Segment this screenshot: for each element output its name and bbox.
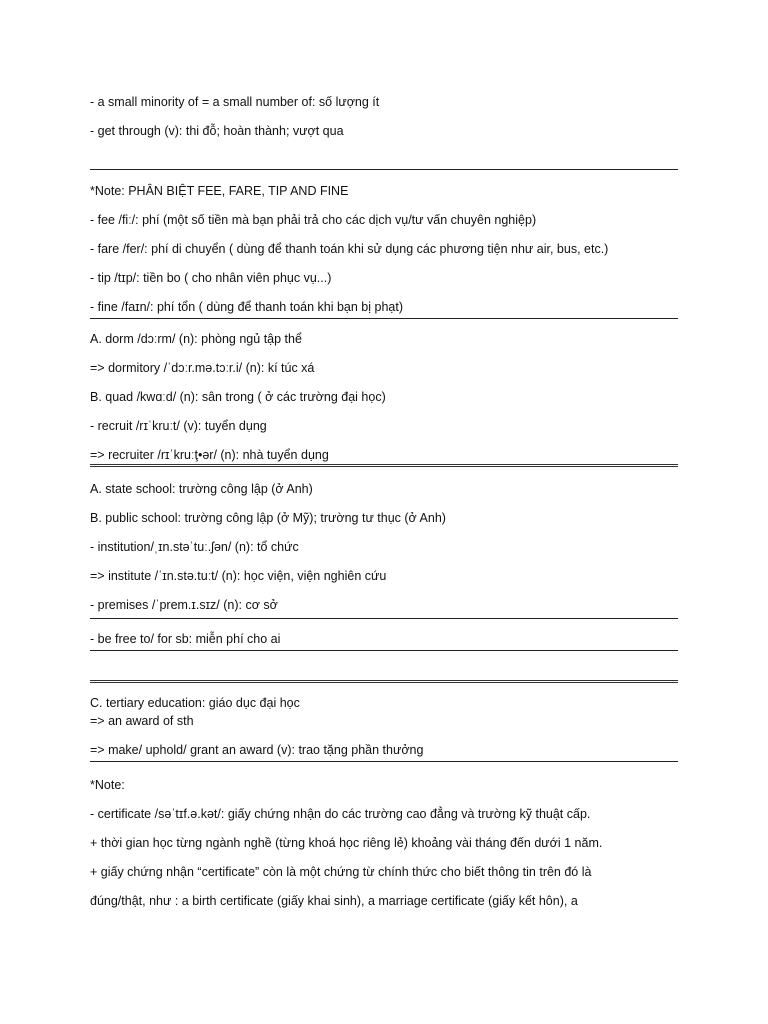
vocab-line: B. quad /kwɑːd/ (n): sân trong ( ở các trường đại học) xyxy=(90,390,386,404)
vocab-line: - fine /faɪn/: phí tổn ( dùng để thanh toán khi bạn bị phạt) xyxy=(90,300,404,314)
vocab-line: => make/ uphold/ grant an award (v): trao tặng phần thưởng xyxy=(90,743,424,757)
vocab-line: đúng/thật, như : a birth certificate (giấy khai sinh), a marriage certificate (giấy kết hôn), a xyxy=(90,894,578,908)
vocab-line: + giấy chứng nhận “certificate” còn là một chứng từ chính thức cho biết thông tin trên đó là xyxy=(90,865,592,879)
vocab-line: C. tertiary education: giáo dục đại học xyxy=(90,696,300,710)
divider xyxy=(90,761,678,762)
divider xyxy=(90,169,678,170)
vocab-line: - fare /fer/: phí di chuyển ( dùng để thanh toán khi sử dụng các phương tiện như air, bus, etc.) xyxy=(90,242,609,256)
vocab-line: - certificate /səˈtɪf.ə.kət/: giấy chứng nhận do các trường cao đẳng và trường kỹ thuật cấp. xyxy=(90,807,591,821)
vocab-line: - a small minority of = a small number of: số lượng ít xyxy=(90,95,380,109)
note-heading: *Note: PHÂN BIỆT FEE, FARE, TIP AND FINE xyxy=(90,184,349,198)
divider xyxy=(90,318,678,319)
double-divider xyxy=(90,464,678,467)
vocab-line: - tip /tɪp/: tiền bo ( cho nhân viên phục vụ...) xyxy=(90,271,332,285)
vocab-line: - get through (v): thi đỗ; hoàn thành; vượt qua xyxy=(90,124,344,138)
vocab-line: + thời gian học từng ngành nghề (từng khoá học riêng lẻ) khoảng vài tháng đến dưới 1 năm. xyxy=(90,836,603,850)
vocab-line: => dormitory /ˈdɔːr.mə.tɔːr.i/ (n): kí túc xá xyxy=(90,361,315,375)
vocab-line: - be free to/ for sb: miễn phí cho ai xyxy=(90,632,281,646)
divider xyxy=(90,650,678,651)
vocab-line: - fee /fiː/: phí (một số tiền mà bạn phải trả cho các dịch vụ/tư vấn chuyên nghiệp) xyxy=(90,213,537,227)
vocab-line: => institute /ˈɪn.stə.tuːt/ (n): học viện, viện nghiên cứu xyxy=(90,569,387,583)
double-divider xyxy=(90,680,678,683)
divider xyxy=(90,618,678,619)
vocab-line: - premises /ˈprem.ɪ.sɪz/ (n): cơ sở xyxy=(90,598,278,612)
vocab-line: A. state school: trường công lập (ở Anh) xyxy=(90,482,313,496)
vocab-line: - institution/ˌɪn.stəˈtuː.ʃən/ (n): tổ chức xyxy=(90,540,299,554)
vocab-line: B. public school: trường công lập (ở Mỹ); trường tư thục (ở Anh) xyxy=(90,511,446,525)
note-heading: *Note: xyxy=(90,778,125,792)
vocab-line: => recruiter /rɪˈkruːţ•ər/ (n): nhà tuyển dụng xyxy=(90,448,329,462)
vocab-line: A. dorm /dɔːrm/ (n): phòng ngủ tập thể xyxy=(90,332,302,346)
vocab-line: => an award of sth xyxy=(90,714,194,728)
vocab-line: - recruit /rɪˈkruːt/ (v): tuyển dụng xyxy=(90,419,267,433)
